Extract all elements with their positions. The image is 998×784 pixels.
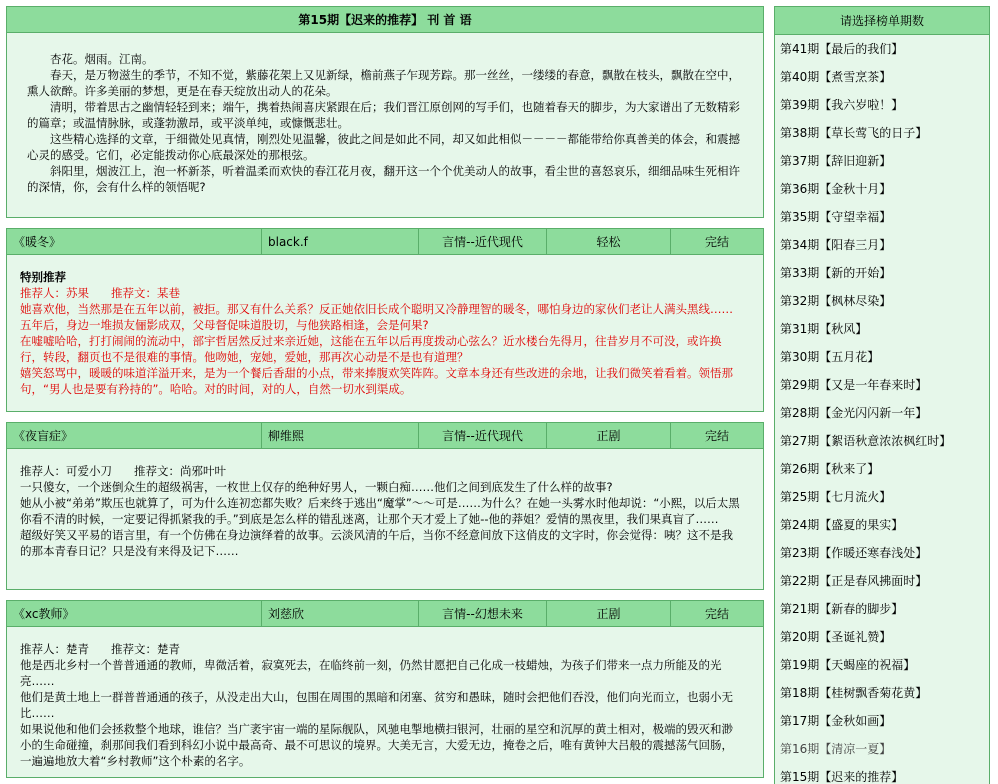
review-line: 她喜欢他，当然那是在五年以前，被拒。那又有什么关系？反正她依旧长成个聪明又冷静理智的暖冬，哪怕身边的家伙们老让人满头黑线……五年后，身边一堆损友俪影成双，父母督促味道股切，与他狭路相逢，会是何果?	[20, 302, 733, 332]
intro-paragraph: 斜阳里，烟波江上，泡一杯新茶，听着温柔而欢快的春江花月夜，翻开这一个个优美动人的故事，看尘世的喜怒哀乐，细细品味生死相许的深情，你，会有什么样的领悟呢?	[27, 164, 740, 194]
recommender-row	[20, 285, 741, 301]
book-entry	[6, 422, 764, 590]
issue-link[interactable]: 第34期【阳春三月】	[780, 238, 892, 252]
issue-link[interactable]: 第40期【煮雪烹茶】	[780, 70, 892, 84]
book-status: 完结	[704, 607, 729, 621]
special-recommend-label: 特别推荐	[20, 270, 66, 284]
review-line: 在嘘嘘哈哈，打打闹闹的流动中，部宇哲居然反过来亲近她，这能在五年以后再度拨动心弦么？近水楼台先得月，往昔岁月不可没，或许换行，转段，翻页也不是很难的事情。他吻她，宠她，爱她，那再次心动是不是也有道理？	[20, 334, 722, 364]
book-style: 轻松	[547, 229, 671, 254]
issue-link[interactable]: 第36期【金秋十月】	[780, 182, 892, 196]
book-header	[7, 423, 763, 449]
intro-paragraph: 清明，带着思古之幽情轻轻到来；端午，携着热闹喜庆紧跟在后；我们晋江原创网的写手们，也随着春天的脚步，为大家谱出了无数精彩的篇章；或温情脉脉，或蓬勃激昂，或平淡单纯，或慷慨悲壮。	[27, 100, 740, 130]
issue-link[interactable]: 第21期【新春的脚步】	[780, 602, 904, 616]
review-writer: 推荐文：楚青	[111, 642, 180, 656]
recommender: 推荐人：可爱小刀	[20, 464, 112, 478]
issue-link[interactable]: 第39期【我六岁啦！】	[780, 98, 904, 112]
issue-intro	[6, 6, 764, 218]
review-line: 他是西北乡村一个普普通通的教师，卑微活着，寂寞死去，在临终前一刻，仍然甘愿把自己化成一枝蜡烛，为孩子们带来一点力所能及的光亮……	[20, 658, 722, 688]
issue-intro-title: 第15期【迟来的推荐】 刊 首 语	[7, 7, 763, 33]
review-writer: 推荐文：尚邪叶叶	[134, 464, 226, 478]
review-line: 超级好笑又平易的语言里，有一个仿佛在身边演绎着的故事。云淡风清的午后，当你不经意间放下这俏皮的文字时，你会觉得：咦？这不是我的那本青春日记？只是没有来得及记下……	[20, 528, 733, 558]
book-status: 完结	[704, 429, 729, 443]
book-header	[7, 229, 763, 255]
issue-link[interactable]: 第16期【清凉一夏】	[780, 742, 892, 756]
book-author[interactable]: black.f	[262, 229, 419, 254]
issue-link[interactable]: 第33期【新的开始】	[780, 266, 892, 280]
book-style: 正剧	[547, 601, 671, 626]
issue-selector-title: 请选择榜单期数	[775, 7, 989, 35]
issue-link[interactable]: 第23期【作暖还寒春浅处】	[780, 546, 928, 560]
issue-link[interactable]: 第26期【秋来了】	[780, 462, 880, 476]
recommender: 推荐人：楚青	[20, 642, 89, 656]
issue-intro-text	[7, 33, 763, 195]
book-header	[7, 601, 763, 627]
recommender-row	[20, 641, 741, 657]
book-status: 完结	[704, 235, 729, 249]
issue-link[interactable]: 第31期【秋风】	[780, 322, 868, 336]
book-review	[7, 255, 763, 411]
review-line: 他们是黄土地上一群普普通通的孩子，从没走出大山，包围在周围的黑暗和闭塞、贫穷和愚昧，随时会把他们吞没，他们向光而立，也弱小无比……	[20, 690, 733, 720]
issue-link[interactable]: 第25期【七月流火】	[780, 490, 892, 504]
book-title-link[interactable]: 《夜盲症》	[7, 423, 262, 448]
book-title-link[interactable]: 《xc教师》	[7, 601, 262, 626]
book-review	[7, 627, 763, 777]
issue-link[interactable]: 第20期【圣诞礼赞】	[780, 630, 892, 644]
issue-link[interactable]: 第28期【金光闪闪新一年】	[780, 406, 928, 420]
issue-link[interactable]: 第18期【桂树飘香菊花黄】	[780, 686, 928, 700]
main-content	[6, 6, 764, 778]
review-line: 一只傻女，一个迷倒众生的超级祸害，一枚世上仅存的绝种好男人，一颗白痴……他们之间到底发生了什么样的故事?	[20, 480, 613, 494]
recommender-row	[20, 463, 741, 479]
issue-link[interactable]: 第35期【守望幸福】	[780, 210, 892, 224]
intro-paragraph: 春天，是万物滋生的季节，不知不觉，紫藤花架上又见新绿，檐前燕子乍现芳踪。那一丝丝，一缕缕的春意，飘散在枝头，飘散在空中，熏人欲醉。许多美丽的梦想，更是在春天绽放出动人的花朵。	[27, 68, 740, 98]
intro-paragraph: 杏花。烟雨。江南。	[50, 52, 154, 66]
issue-link[interactable]: 第32期【枫林尽染】	[780, 294, 892, 308]
review-line: 她从小被“弟弟”欺压也就算了，可为什么连初恋都失败？后来终于逃出“魔掌”～～可是……为什么？在她一头雾水时他却说：“小熙，以后太黑你看不清的时候，一定要记得抓紧我的手。”到底是怎么样的错乱迷离，让那个天才爱上了她--他的莽姐？爱情的黑夜里，我们果真盲了……	[20, 496, 740, 526]
book-review	[7, 449, 763, 589]
issue-link[interactable]: 第27期【絮语秋意浓浓枫红时】	[780, 434, 952, 448]
issue-link[interactable]: 第24期【盛夏的果实】	[780, 518, 904, 532]
intro-paragraph: 这些精心选择的文章，于细微处见真情，刚烈处见温馨，彼此之间是如此不同，却又如此相似－－－－都能带给你真善美的体会，和震撼心灵的感受。它们，必定能拨动你心底最深处的那根弦。	[27, 132, 740, 162]
book-entry	[6, 228, 764, 412]
issue-link[interactable]: 第19期【天蝎座的祝福】	[780, 658, 916, 672]
issue-selector-sidebar	[774, 6, 990, 784]
recommender: 推荐人：苏果	[20, 286, 89, 300]
book-genre: 言情--近代现代	[419, 423, 547, 448]
issue-link-current[interactable]: 第15期【迟来的推荐】	[780, 770, 904, 784]
book-genre: 言情--幻想未来	[419, 601, 547, 626]
review-writer: 推荐文：某巷	[111, 286, 180, 300]
issue-link[interactable]: 第38期【草长莺飞的日子】	[780, 126, 928, 140]
review-line: 如果说他和他们会拯救整个地球，谁信？当广袤宇宙一端的星际舰队，风驰电掣地横扫银河，壮丽的星空和沉厚的黄土相对，极端的毁灭和渺小的生命碰撞，刹那间我们看到科幻小说中最高奇、最不可思议的境界。大美无言，大爱无边，掩卷之后，唯有黄钟大吕般的震撼荡气回肠，一遍遍地放大着“乡村教师”这个朴素的名字。	[20, 722, 733, 768]
book-genre: 言情--近代现代	[419, 229, 547, 254]
issue-link[interactable]: 第37期【辞旧迎新】	[780, 154, 892, 168]
issue-link[interactable]: 第41期【最后的我们】	[780, 42, 904, 56]
review-line: 嬉笑怒骂中，暖暖的味道洋溢开来，是为一个餐后香甜的小点，带来捧腹欢笑阵阵。文章本身还有些改进的余地，让我们微笑着看着。领悟那句，“男人也是要有矜持的”。哈哈。对的时间，对的人，自然一切水到渠成。	[20, 366, 733, 396]
book-entry	[6, 600, 764, 778]
issue-link[interactable]: 第29期【又是一年春来时】	[780, 378, 928, 392]
book-style: 正剧	[547, 423, 671, 448]
book-title-link[interactable]: 《暖冬》	[7, 229, 262, 254]
book-author[interactable]: 刘慈欣	[262, 601, 419, 626]
issue-link[interactable]: 第17期【金秋如画】	[780, 714, 892, 728]
issue-link[interactable]: 第22期【正是春风拂面时】	[780, 574, 928, 588]
issue-link[interactable]: 第30期【五月花】	[780, 350, 880, 364]
book-author[interactable]: 柳维熙	[262, 423, 419, 448]
